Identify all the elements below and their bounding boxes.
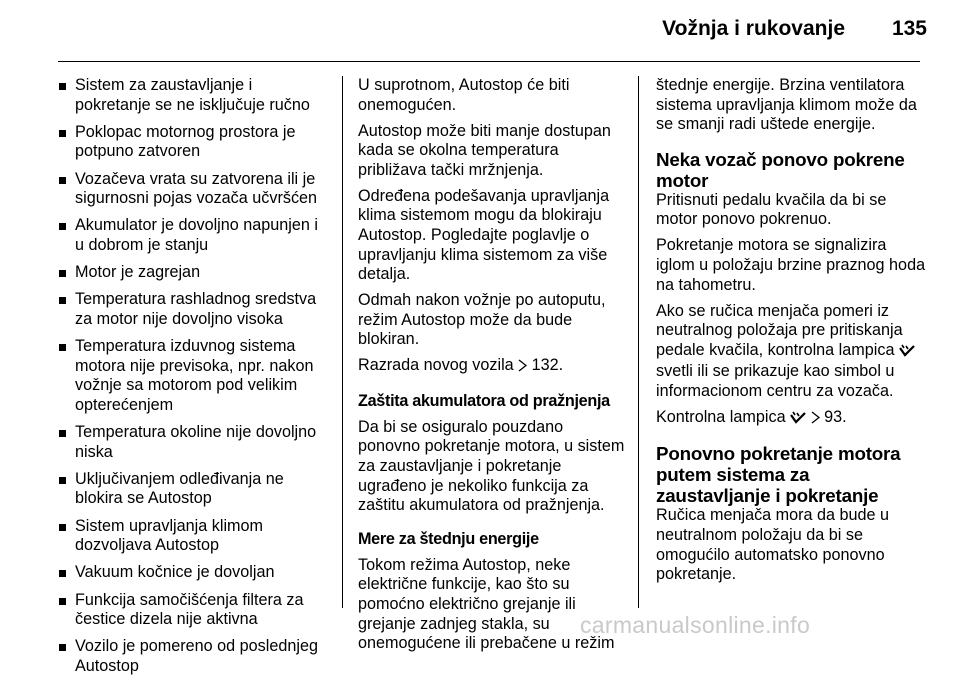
section-heading: Neka vozač ponovo pokrene motor — [656, 148, 905, 191]
ref-triangle-icon[interactable] — [518, 358, 527, 378]
paragraph: Da bi se osiguralo pouzdano ponovno pokretanje motora, u sistem za zaustavljanje i pokretanje ugrađeno je nekoliko funkcija za zaštitu akumulatora od pražnjenja. — [358, 417, 625, 515]
paragraph — [656, 302, 926, 402]
paragraph: Pritisnuti pedalu kvačila da bi se motor ponovo pokrenuo. — [656, 190, 887, 229]
paragraph: Određena podešavanja upravljanja klima sistemom mogu da blokiraju Autostop. Pogledajte poglavlje o upravljanju klima sistemom za više detalja. — [358, 186, 610, 284]
list-item: Temperatura rashladnog sredstva za motor nije dovoljno visoka — [58, 290, 330, 329]
paragraph: Odmah nakon vožnje po autoputu, režim Autostop može da bude blokiran. — [358, 291, 606, 349]
subheading: Zaštita akumulatora od pražnjenja — [358, 391, 610, 410]
list-item: Temperatura okoline nije dovoljno niska — [58, 423, 330, 462]
list-item: Vozilo je pomereno od poslednjeg Autostop — [58, 637, 330, 676]
page-header — [0, 0, 960, 62]
header-title: Vožnja i rukovanje — [662, 17, 845, 40]
list-item: Motor je zagrejan — [58, 263, 330, 283]
ref-triangle-icon[interactable] — [811, 410, 820, 430]
list-item: Akumulator je dovoljno napunjen i u dobrom je stanju — [58, 216, 330, 255]
list-item: Sistem za zaustavljanje i pokretanje se ne isključuje ručno — [58, 76, 330, 115]
paragraph: Ručica menjača mora da bude u neutralnom položaju da bi se omogućilo automatsko ponovno pokretanje. — [656, 506, 890, 584]
autostop-lamp-icon — [899, 343, 915, 363]
header-rule — [58, 61, 920, 62]
paragraph-text: Ako se ručica menjača pomeri iz neutralnog položaja pre pritiskanja pedale kvačila, kontrolna lampica — [656, 301, 903, 359]
column-divider-1 — [342, 76, 343, 608]
page-reference-link[interactable]: 132. — [531, 356, 564, 375]
list-item: Vozačeva vrata su zatvorena ili je sigurnosni pojas vozača učvršćen — [58, 170, 330, 209]
condition-list — [58, 76, 330, 677]
column-3 — [656, 76, 926, 591]
ref-text: Razrada novog vozila — [358, 356, 514, 375]
list-item: Vakuum kočnice je dovoljan — [58, 563, 330, 583]
column-2 — [358, 76, 628, 660]
column-divider-2 — [638, 76, 639, 608]
list-item: Funkcija samočišćenja filtera za čestice dizela nije aktivna — [58, 591, 330, 630]
list-item: Uključivanjem odleđivanja ne blokira se Autostop — [58, 470, 330, 509]
paragraph-text: Kontrolna lampica — [656, 407, 786, 426]
paragraph: štednje energije. Brzina ventilatora sistema upravljanja klimom može da se smanji radi uštede energije. — [656, 76, 917, 134]
section-heading: Ponovno pokretanje motora putem sistema za zaustavljanje i pokretanje — [656, 443, 901, 507]
list-item: Temperatura izduvnog sistema motora nije previsoka, npr. nakon vožnje sa motorom pod velikim opterećenjem — [58, 337, 330, 415]
autostop-lamp-icon — [790, 410, 806, 430]
page-reference-link[interactable]: 93. — [824, 407, 847, 426]
list-item: Sistem upravljanja klimom dozvoljava Autostop — [58, 517, 330, 556]
paragraph — [358, 356, 628, 378]
column-1 — [58, 76, 330, 684]
subheading: Mere za štednju energije — [358, 529, 539, 548]
paragraph: Tokom režima Autostop, neke električne funkcije, kao što su pomoćno električno grejanje ili grejanje zadnjeg stakla, su onemogućene ili prebačene u režim — [358, 555, 615, 653]
list-item: Poklopac motornog prostora je potpuno zatvoren — [58, 123, 330, 162]
paragraph — [656, 408, 926, 430]
paragraph: Pokretanje motora se signalizira iglom u položaju brzine praznog hoda na tahometru. — [656, 236, 926, 294]
paragraph: U suprotnom, Autostop će biti onemogućen. — [358, 76, 570, 114]
page-number: 135 — [891, 17, 927, 40]
paragraph-text: svetli ili se prikazuje kao simbol u informacionom centru za vozača. — [656, 362, 895, 400]
watermark: carmanualsonline.info — [580, 612, 811, 638]
paragraph: Autostop može biti manje dostupan kada se okolna temperatura približava tački mržnjenja. — [358, 121, 611, 179]
